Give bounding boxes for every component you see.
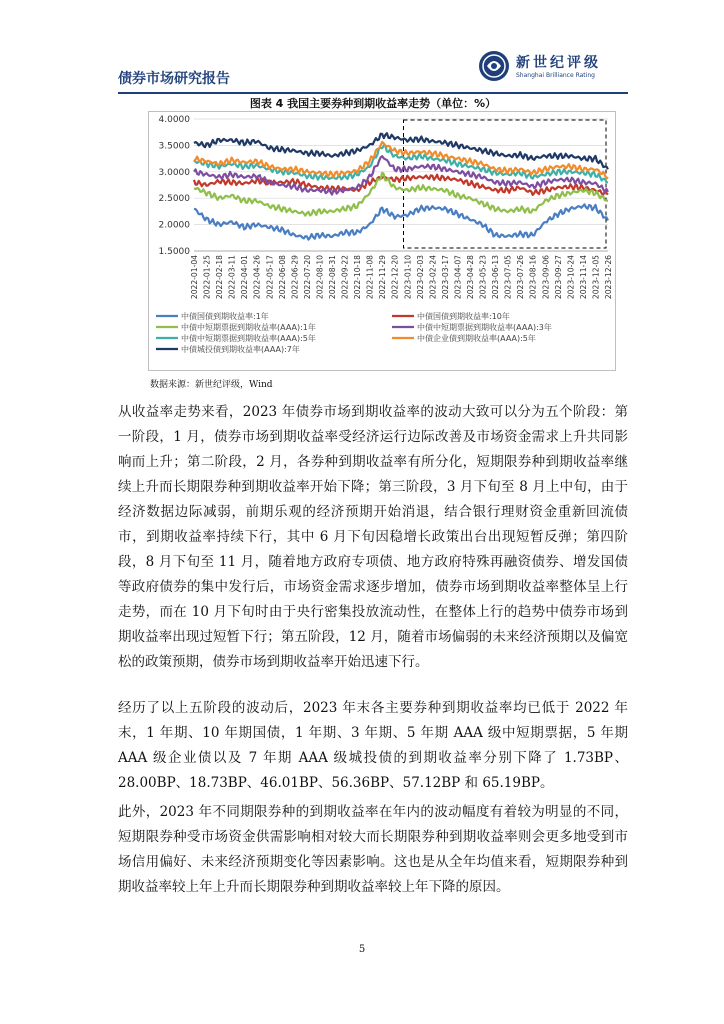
- x-tick-label: 2023-12-05: [591, 255, 601, 300]
- paragraph-3: 此外，2023 年不同期限券种的到期收益率在年内的波动幅度有着较为明显的不同，短期限券种受市场资金供需影响相对较大而长期限券种到期收益率则会更多地受到市场信用偏好、未来经济预期变化等因素影响。这也是从全年均值来看，短期限券种到期收益率较上年上升而长期限券种到期收益率较上年下降的原因。: [118, 804, 628, 895]
- x-tick-label: 2022-08-10: [315, 255, 325, 300]
- x-tick-label: 2023-09-27: [553, 255, 563, 300]
- x-tick-label: 2022-11-29: [378, 255, 388, 300]
- x-tick-label: 2023-02-24: [428, 255, 438, 300]
- x-tick-label: 2022-08-31: [328, 255, 337, 300]
- yield-chart-svg: [148, 111, 616, 371]
- x-tick-label: 2023-08-16: [528, 255, 538, 300]
- legend-label: 中债中短期票据到期收益率(AAA):3年: [417, 323, 552, 332]
- x-tick-label: 2022-12-20: [390, 255, 400, 300]
- x-tick-label: 2023-02-03: [415, 255, 425, 300]
- logo-emblem-icon: [478, 50, 510, 82]
- y-tick-label: 2.0000: [158, 220, 190, 231]
- x-tick-label: 2023-06-13: [491, 255, 501, 300]
- y-tick-label: 3.0000: [158, 167, 190, 178]
- x-tick-label: 2022-06-29: [290, 255, 300, 300]
- report-title: 债券市场研究报告: [118, 71, 230, 87]
- x-tick-label: 2022-03-11: [227, 255, 237, 300]
- y-tick-label: 2.5000: [158, 194, 190, 205]
- x-tick-label: 2023-04-07: [453, 255, 463, 300]
- logo-en-text: Shanghai Brilliance Rating: [516, 72, 595, 79]
- x-tick-label: 2023-12-26: [604, 255, 613, 300]
- legend-label: 中债城投债到期收益率(AAA):7年: [181, 345, 300, 354]
- y-tick-label: 3.5000: [158, 141, 190, 152]
- x-tick-label: 2022-10-18: [353, 255, 363, 300]
- x-tick-label: 2022-02-18: [215, 255, 225, 300]
- x-tick-label: 2023-09-06: [541, 255, 551, 300]
- logo-cn-text: 新世纪评级: [516, 55, 601, 71]
- yield-chart: [148, 111, 616, 371]
- legend-label: 中债企业债到期收益率(AAA):5年: [417, 334, 536, 343]
- header-divider: [118, 92, 628, 94]
- x-tick-label: 2023-04-28: [466, 255, 475, 300]
- page-header: [118, 44, 628, 94]
- y-tick-label: 4.0000: [158, 115, 190, 125]
- page-number: 5: [358, 944, 366, 955]
- figure-source: 数据来源：新世纪评级，Wind: [150, 380, 273, 390]
- legend-label: 中债中短期票据到期收益率(AAA):5年: [181, 334, 316, 343]
- x-tick-label: 2023-03-17: [440, 255, 450, 300]
- x-tick-label: 2023-07-26: [516, 255, 526, 300]
- x-tick-label: 2022-04-01: [240, 255, 250, 300]
- paragraph-2: 经历了以上五阶段的波动后，2023 年末各主要券种到期收益率均已低于 2022 年末，1 年期、10 年期国债，1 年期、3 年期、5 年期 AAA 级中短期票据，5 年期 AAA 级企业债以及 7 年期 AAA 级城投债的到期收益率分别下降了 1.73BP、28.00BP、18.73BP、46.01BP、56.36BP、57.12BP 和 65.19BP。: [118, 700, 628, 791]
- y-tick-label: 1.5000: [158, 247, 190, 257]
- x-tick-label: 2022-05-17: [265, 255, 275, 300]
- x-tick-label: 2023-01-10: [403, 255, 413, 300]
- x-tick-label: 2022-04-26: [252, 255, 262, 300]
- paragraph-1: 从收益率走势来看，2023 年债券市场到期收益率的波动大致可以分为五个阶段：第一阶段，1 月，债券市场到期收益率受经济运行边际改善及市场资金需求上升共同影响而上升；第二阶段，2 月，各券种到期收益率有所分化，短期限券种到期收益率继续上升而长期限券种到期收益率开始下降；第三阶段，3 月下旬至 8 月上中旬，由于经济数据边际减弱，前期乐观的经济预期开始消退，结合银行理财资金重新回流债市，到期收益率持续下行，其中 6 月下旬因稳增长政策出台出现短暂反弹；第四阶段，8 月下旬至 11 月，随着地方政府专项债、地方政府特殊再融资债券、增发国债等政府债券的集中发行后，市场资金需求逐步增加，债券市场到期收益率整体呈上行走势，而在 10 月下旬时由于央行密集投放流动性，在整体上行的趋势中债券市场到期收益率出现过短暂下行；第五阶段，12 月，随着市场偏弱的未来经济预期以及偏宽松的政策预期，债券市场到期收益率开始迅速下行。: [118, 404, 628, 670]
- x-tick-label: 2023-10-24: [566, 255, 576, 300]
- x-tick-label: 2023-05-23: [478, 255, 488, 300]
- x-tick-label: 2022-11-08: [365, 254, 375, 300]
- x-tick-label: 2022-06-08: [277, 255, 287, 300]
- x-tick-label: 2023-11-14: [578, 255, 588, 300]
- figure-caption: 图表 4 我国主要券种到期收益率走势（单位：%）: [249, 97, 497, 110]
- x-tick-label: 2022-01-04: [190, 255, 199, 300]
- brand-logo: [478, 50, 628, 84]
- legend-label: 中债国债到期收益率:10年: [417, 312, 510, 321]
- x-tick-label: 2022-07-20: [302, 255, 312, 300]
- x-tick-label: 2023-07-05: [503, 255, 513, 300]
- x-tick-label: 2022-01-25: [202, 255, 212, 300]
- legend-label: 中债中短期票据到期收益率(AAA):1年: [181, 323, 316, 332]
- x-tick-label: 2022-09-22: [340, 255, 350, 300]
- legend-label: 中债国债到期收益率:1年: [181, 312, 269, 321]
